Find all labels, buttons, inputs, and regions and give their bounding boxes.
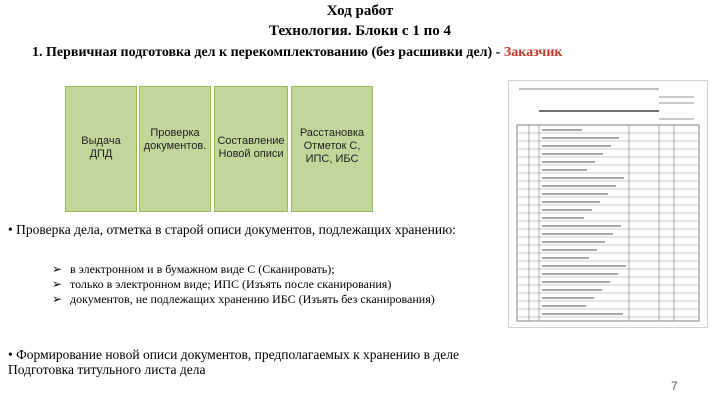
block-issue-label: Выдача ДПД: [81, 135, 121, 160]
list-item: [52, 277, 482, 292]
page-number: 7: [671, 379, 678, 393]
block-inventory: [214, 86, 288, 212]
block-marks: [291, 86, 373, 212]
arrow-icon: ➢: [52, 277, 63, 291]
arrow-icon: ➢: [52, 292, 63, 306]
list-item-text: в электронном и в бумажном виде С (Сканировать);: [70, 262, 335, 276]
bullet-formation: • Формирование новой описи документов, предполагаемых к хранению в деле Подготовка титульного листа дела: [8, 347, 459, 377]
subtitle-accent: Заказчик: [503, 45, 563, 60]
list-item: [52, 262, 482, 277]
block-check-label: Проверка документов.: [143, 127, 207, 152]
sublist: [52, 262, 482, 307]
block-marks-label: Расстановка Отметок С, ИПС, ИБС: [299, 127, 365, 165]
list-item-text: только в электронном виде; ИПС (Изъять после сканирования): [70, 277, 392, 291]
arrow-icon: ➢: [52, 262, 63, 276]
scanned-document-drawing: [509, 81, 707, 327]
title-line-1: Ход работ: [326, 3, 394, 19]
block-inventory-label: Составление Новой описи: [217, 135, 285, 160]
bullet-check: • Проверка дела, отметка в старой описи документов, подлежащих хранению:: [8, 222, 456, 237]
block-check: [139, 86, 211, 212]
list-item-text: документов, не подлежащих хранению ИБС (Изъять без сканирования): [70, 292, 435, 306]
subtitle: [32, 45, 562, 61]
scanned-document-image: [508, 80, 708, 328]
list-item: [52, 292, 482, 307]
subtitle-main: 1. Первичная подготовка дел к перекомплектованию (без расшивки дел) -: [32, 45, 501, 60]
block-issue: [65, 86, 137, 212]
title-line-2: Технология. Блоки с 1 по 4: [269, 23, 451, 39]
